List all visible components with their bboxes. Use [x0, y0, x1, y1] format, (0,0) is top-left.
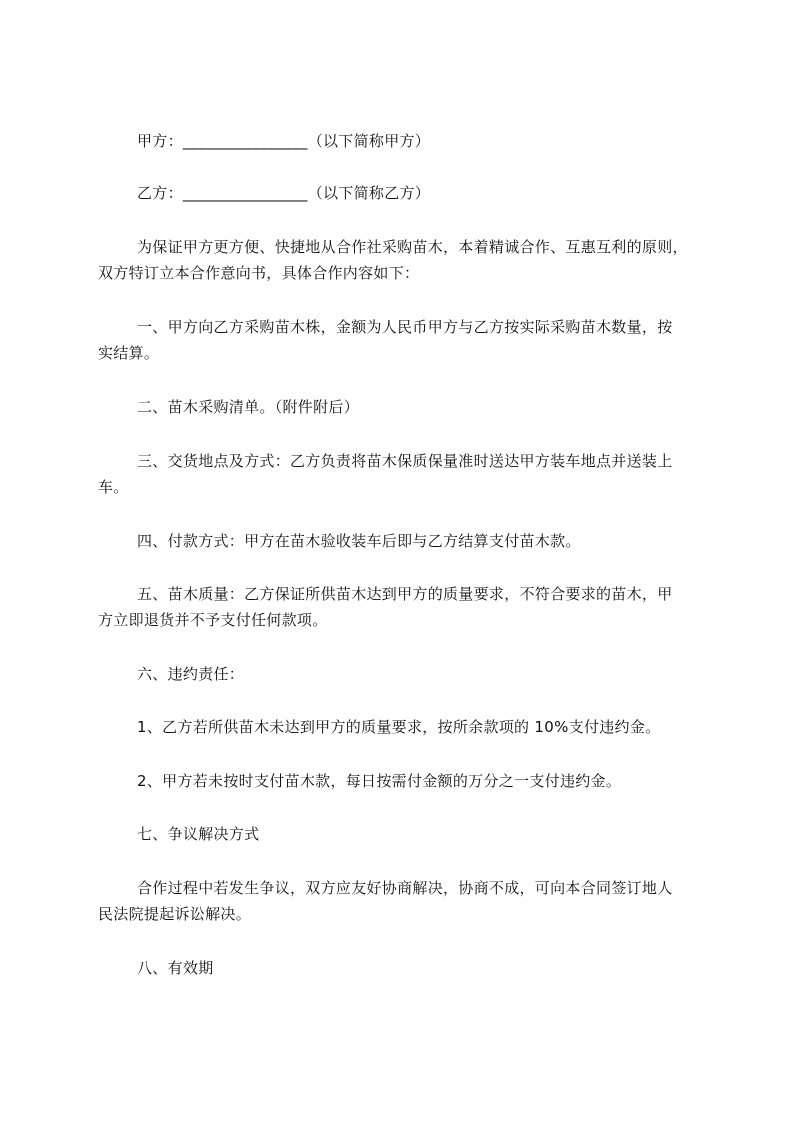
clause-6-title: 六、违约责任：: [137, 665, 245, 683]
clause-1-line-2: 实结算。: [98, 344, 160, 362]
clause-5-line-1: 五、苗木质量：乙方保证所供苗木达到甲方的质量要求，不符合要求的苗木，甲: [137, 585, 673, 603]
clause-7-line-1: 合作过程中若发生争议，双方应友好协商解决，协商不成，可向本合同签订地人: [137, 879, 673, 897]
intro-line-2: 双方特订立本合作意向书，具体合作内容如下：: [98, 264, 420, 282]
clause-7-line-2: 民法院提起诉讼解决。: [98, 905, 252, 923]
clause-2: 二、苗木采购清单。（附件附后）: [137, 398, 360, 416]
clause-7-title: 七、争议解决方式: [137, 825, 260, 843]
clause-6-item-2: 2、甲方若未按时支付苗木款，每日按需付金额的万分之一支付违约金。: [137, 772, 622, 790]
party-b-line: 乙方：________________（以下简称乙方）: [137, 184, 431, 202]
clause-5-line-2: 方立即退货并不予支付任何款项。: [98, 611, 328, 629]
clause-3-line-2: 车。: [98, 478, 129, 496]
clause-3-line-1: 三、交货地点及方式：乙方负责将苗木保质保量准时送达甲方装车地点并送装上: [137, 452, 673, 470]
clause-1-line-1: 一、甲方向乙方采购苗木株，金额为人民币甲方与乙方按实际采购苗木数量，按: [137, 318, 673, 336]
intro-line-1: 为保证甲方更方便、快捷地从合作社采购苗木，本着精诚合作、互惠互利的原则，: [137, 238, 688, 256]
clause-4: 四、付款方式：甲方在苗木验收装车后即与乙方结算支付苗木款。: [137, 532, 581, 550]
clause-8-title: 八、有效期: [137, 959, 214, 977]
clause-6-item-1: 1、乙方若所供苗木未达到甲方的质量要求，按所余款项的 10%支付违约金。: [137, 718, 661, 736]
party-a-line: 甲方：________________（以下简称甲方）: [137, 132, 431, 150]
